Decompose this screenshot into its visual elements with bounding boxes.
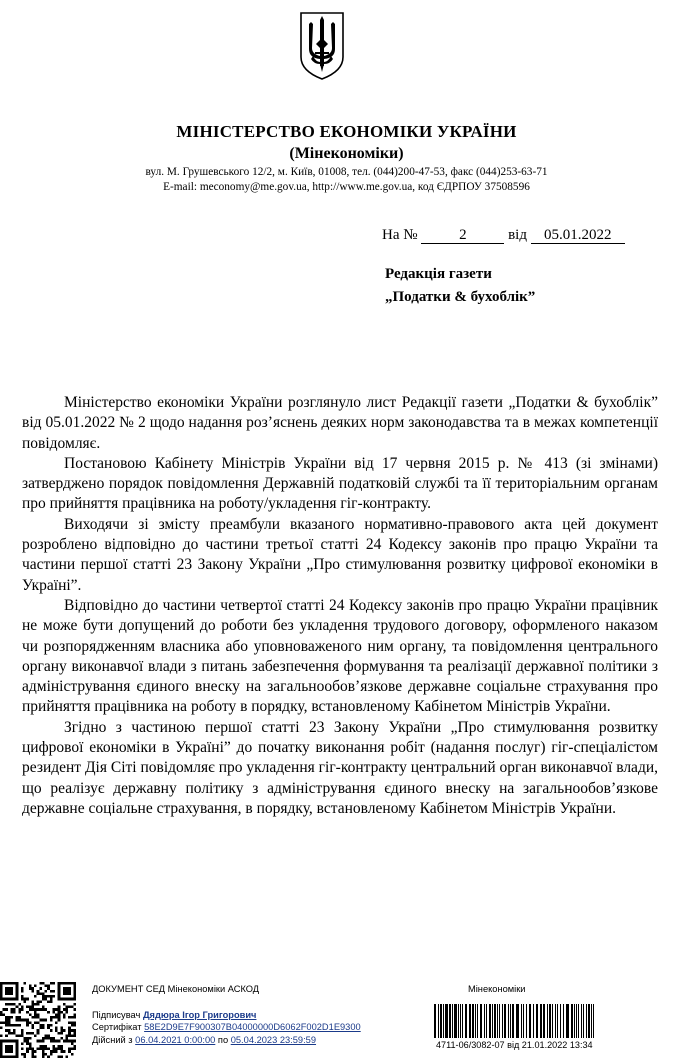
registration-stamp: 4711-06/3082-07 від 21.01.2022 13:34 xyxy=(436,1040,593,1050)
registration-date-label: від xyxy=(508,227,527,243)
ministry-name: МІНІСТЕРСТВО ЕКОНОМІКИ УКРАЇНИ xyxy=(176,122,517,141)
body-paragraph-1: Міністерство економіки України розглянуло лист Редакції газети „Податки & бухоблік” від 05.01.2022 № 2 щодо надання роз’яснень деяких норм законодавства та в межах компетенції повідомляє. xyxy=(22,394,658,452)
ministry-short-name: (Мінекономіки) xyxy=(289,145,404,162)
body-paragraph-4: Відповідно до частини четвертої статті 24 Кодексу законів про працю України працівник не може бути допущений до роботи без укладення трудового договору, оформленого наказом чи розпорядженням власника або уповноваженого ним органу, та повідомлення центрального органу виконавчої влади з питань забезпечення формування та реалізації державної політики з адміністрування єдиного внеску на загальнообов’язкове державне соціальне страхування про прийняття працівника на роботу в порядку, встановленому Кабінетом Міністрів України. xyxy=(22,596,658,716)
certificate-number: 58E2D9E7F900307B04000000D6062F002D1E9300 xyxy=(144,1022,361,1032)
registration-number: 2 xyxy=(421,228,504,244)
signer-line xyxy=(92,1010,256,1020)
body-paragraph-5: Згідно з частиною першої статті 23 Закону України „Про стимулювання розвитку цифрової економіки в Україні” до початку виконання робіт (надання послуг) гіг-спеціалістом резидент Дія Сіті повідомляє про укладення гіг-контракту центральний орган виконавчої влади, що реалізує державну політику з адміністрування єдиного внеску на загальнообов’язкове державне соціальне страхування, в порядку, встановленому Кабінетом Міністрів України. xyxy=(22,718,658,817)
footer-organization: Мінекономіки xyxy=(468,984,526,994)
document-system-label: ДОКУМЕНТ СЕД Мінекономіки АСКОД xyxy=(92,984,260,994)
letter-body xyxy=(22,393,658,819)
valid-from: 06.04.2021 0:00:00 xyxy=(135,1035,216,1045)
addressee-line-1: Редакція газети xyxy=(385,266,492,282)
signature-footer xyxy=(0,978,693,1059)
addressee-block xyxy=(385,263,535,309)
ministry-contacts: E-mail: meconomy@me.gov.ua, http://www.me.gov.ua, код ЄДРПОУ 37508596 xyxy=(163,181,530,193)
ministry-address: вул. М. Грушевського 12/2, м. Київ, 01008, тел. (044)200-47-53, факс (044)253-63-71 xyxy=(145,166,548,178)
signer-name: Дядюра Ігор Григорович xyxy=(142,1010,257,1020)
coat-of-arms-trident-icon xyxy=(298,10,346,82)
certificate-line xyxy=(92,1022,361,1032)
valid-to-label: по xyxy=(217,1035,229,1045)
registration-prefix: На № xyxy=(382,227,418,243)
certificate-label: Сертифікат xyxy=(92,1022,142,1032)
registration-date: 05.01.2022 xyxy=(531,228,625,244)
validity-line xyxy=(92,1035,316,1045)
valid-from-label: Дійсний з xyxy=(92,1035,133,1045)
valid-to: 05.04.2023 23:59:59 xyxy=(230,1035,317,1045)
addressee-line-2: „Податки & бухоблік” xyxy=(385,289,536,305)
qr-code xyxy=(0,982,76,1058)
body-paragraph-3: Виходячи зі змісту преамбули вказаного нормативно-правового акта цей документ розроблено відповідно до частини третьої статті 24 Кодексу законів про працю України та частини першої статті 23 Закону України „Про стимулювання розвитку цифрової економіки в Україні”. xyxy=(22,515,658,594)
body-paragraph-2: Постановою Кабінету Міністрів України від 17 червня 2015 р. № 413 (зі змінами) затверджено порядок повідомлення Державній податковій службі та її територіальним органам про прийняття працівника на роботу/укладення гіг-контракту. xyxy=(22,454,658,513)
signer-label: Підписувач xyxy=(92,1010,141,1020)
barcode xyxy=(432,1004,597,1038)
registration-line xyxy=(382,227,625,244)
